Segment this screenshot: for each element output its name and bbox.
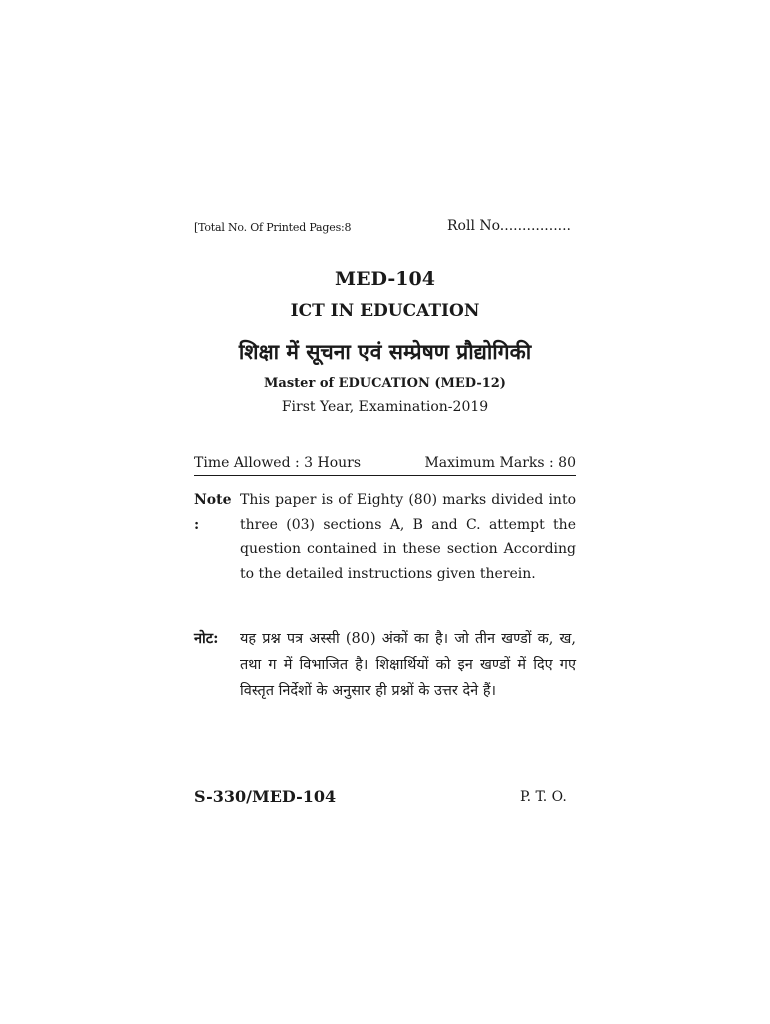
note-text-hindi: यह प्रश्न पत्र अस्सी (80) अंकों का है। जो तीन खण्डों क, ख, तथा ग में विभाजित है। शिक्षार्थियों को इन खण्डों में दिए गए विस्तृत निर्देशों के अनुसार ही प्रश्नों के उत्तर देने हैं। [240,631,576,699]
paper-code: S-330/MED-104 [194,787,337,806]
degree-name: Master of EDUCATION (MED-12) [264,376,506,391]
note-english [194,488,576,586]
subject-title-english: ICT IN EDUCATION [290,301,480,321]
note-label: Note : [194,492,232,533]
course-code: MED-104 [335,268,435,290]
pto-label: P. T. O. [520,789,567,805]
time-allowed: Time Allowed : 3 Hours [194,455,362,471]
subject-title-hindi: शिक्षा में सूचना एवं सम्प्रेषण प्रौद्योगिकी [238,339,532,364]
printed-pages-label: [Total No. Of Printed Pages:8 [194,221,352,234]
note-hindi [194,626,576,704]
roll-number-field: Roll No................ [447,218,572,234]
note-text: This paper is of Eighty (80) marks divided into three (03) sections A, B and C. attempt the question contained in these section According to the detailed instructions given therein. [240,492,576,582]
note-label-hindi: नोट: [194,630,219,647]
exam-info-row [194,455,576,476]
maximum-marks: Maximum Marks : 80 [424,455,576,471]
exam-year: First Year, Examination-2019 [281,399,489,415]
